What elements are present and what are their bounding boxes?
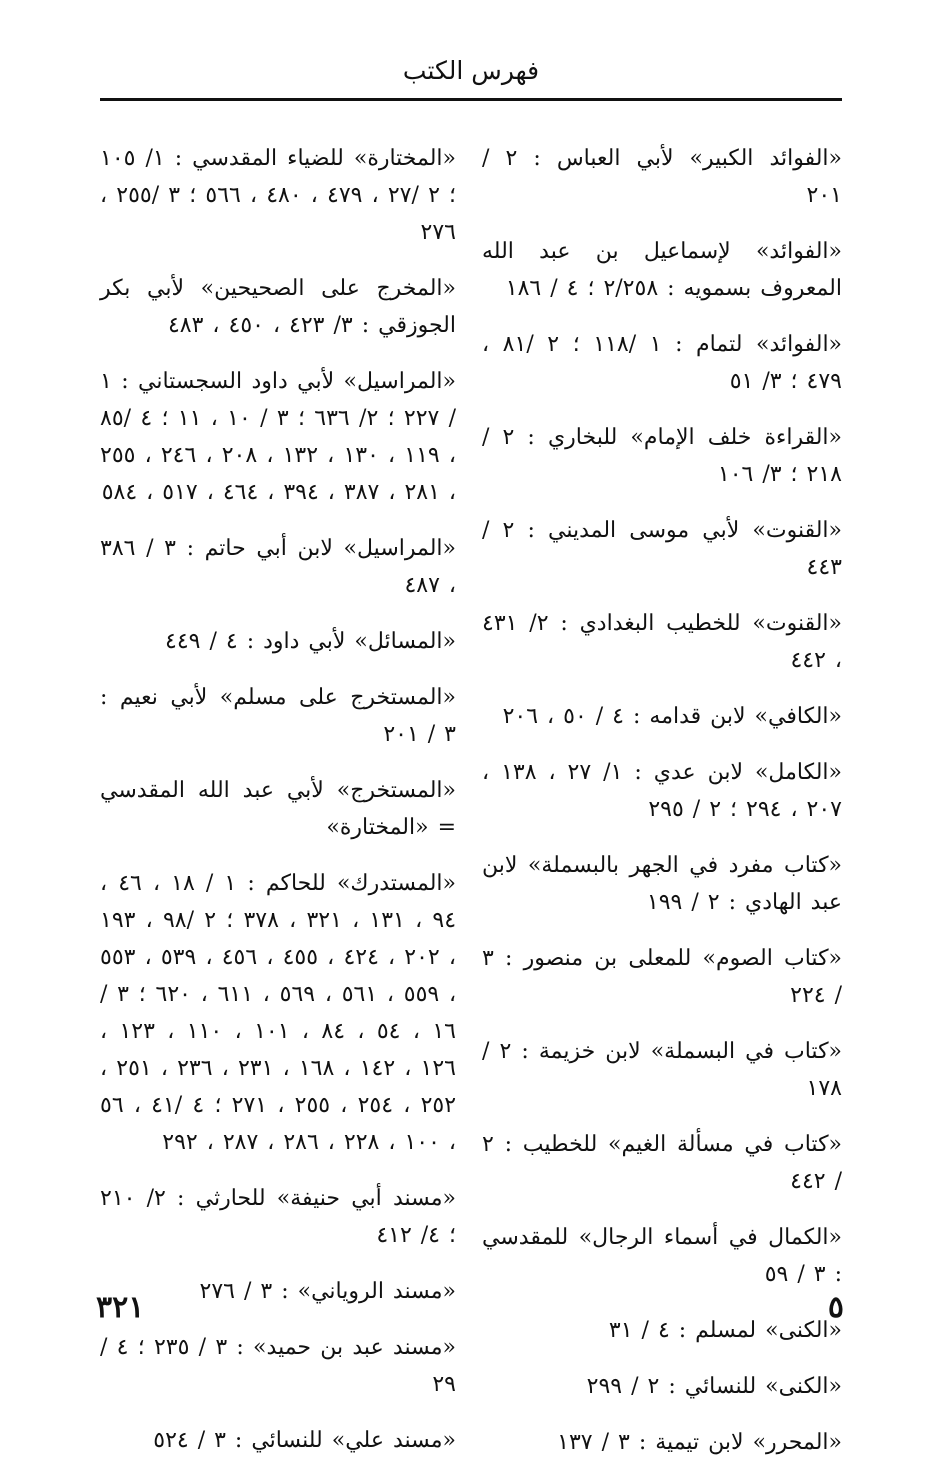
index-entry: «كتاب الصوم» للمعلى بن منصور : ٣ / ٢٢٤ [482,946,842,1008]
index-entry: «الكنى» لمسلم : ٤ / ٣١ [608,1318,842,1343]
index-entry: «المستخرج على مسلم» لأبي نعيم : ٣ / ٢٠١ [100,685,456,747]
page-header [100,52,842,101]
index-entry: «القراءة خلف الإمام» للبخاري : ٢ / ٢١٨ ؛ ٣/ ١٠٦ [482,425,842,487]
index-entry: «الكنى» للنسائي : ٢ / ٢٩٩ [586,1374,842,1399]
index-entry: «الكامل» لابن عدي : ١/ ٢٧ ، ١٣٨ ، ٢٠٧ ، ٢٩٤ ؛ ٢ / ٢٩٥ [482,760,842,822]
index-entry: «المحرر» لابن تيمية : ٣ / ١٣٧ [557,1430,842,1455]
index-entry: «كتاب في مسألة الغيم» للخطيب : ٢ / ٤٤٢ [482,1132,842,1194]
index-entry: «المختارة» للضياء المقدسي : ١/ ١٠٥ ؛ ٢ /٢٧ ، ٤٧٩ ، ٤٨٠ ، ٥٦٦ ؛ ٣ /٢٥٥ ، ٢٧٦ [100,146,457,245]
page-title: فهرس الكتب [402,56,540,85]
index-entry: «القنوت» لأبي موسى المديني : ٢ / ٤٤٣ [482,518,842,580]
index-entry: «القنوت» للخطيب البغدادي : ٢/ ٤٣١ ، ٤٤٢ [482,611,842,673]
index-entry: «الفوائد الكبير» لأبي العباس : ٢ / ٢٠١ [482,146,843,208]
index-entry: «مسند أبي حنيفة» للحارثي : ٢/ ٢١٠ ؛ ٤/ ٤١٢ [100,1186,457,1248]
index-entry: «المسائل» لأبي داود : ٤ / ٤٤٩ [165,629,456,654]
index-entry: «المستخرج» لأبي عبد الله المقدسي = «المختارة» [100,778,456,840]
index-column-right [482,140,842,1480]
index-entry: «المراسيل» لأبي داود السجستاني : ١ / ٢٢٧ ؛ ٢/ ٦٣٦ ؛ ٣ / ١٠ ، ١١ ؛ ٤ /٨٥ ، ١١٩ ، ١٣٠ ، ١٣٢ ، ٢٠٨ ، ٢٤٦ ، ٢٥٥ ، ٢٨١ ، ٣٨٧ ، ٣٩٤ ، ٤٦٤ ، ٥١٧ ، ٥٨٤ [100,369,457,505]
index-entry: «مسند عبد بن حميد» : ٣ / ٢٣٥ ؛ ٤ / ٢٩ [100,1335,456,1397]
index-entry: «الفوائد» لتمام : ١ /١١٨ ؛ ٢ /٨١ ، ٤٧٩ ؛ ٣/ ٥١ [482,332,843,394]
index-entry: «المراسيل» لابن أبي حاتم : ٣ / ٣٨٦ ، ٤٨٧ [100,536,456,598]
signature-mark: ٥ [827,1290,844,1325]
index-entry: «المستدرك» للحاكم : ١ / ١٨ ، ٤٦ ، ٩٤ ، ١٣١ ، ٣٢١ ، ٣٧٨ ؛ ٢ /٩٨ ، ١٩٣ ، ٢٠٢ ، ٤٢٤ ، ٤٥٥ ، ٤٥٦ ، ٥٣٩ ، ٥٥٣ ، ٥٥٩ ، ٥٦١ ، ٥٦٩ ، ٦١١ ، ٦٢٠ ؛ ٣ /١٦ ، ٥٤ ، ٨٤ ، ١٠١ ، ١١٠ ، ١٢٣ ، ١٢٦ ، ١٤٢ ، ١٦٨ ، ٢٣١ ، ٢٣٦ ، ٢٥١ ، ٢٥٢ ، ٢٥٤ ، ٢٥٥ ، ٢٧١ ؛ ٤ /٤١ ، ٥٦ ، ١٠٠ ، ٢٢٨ ، ٢٨٦ ، ٢٨٧ ، ٢٩٢ [100,871,457,1155]
index-entry: «كتاب في البسملة» لابن خزيمة : ٢ / ١٧٨ [482,1039,842,1101]
index-entry: «مسند علي» للنسائي : ٣ / ٥٢٤ [153,1428,456,1453]
index-entry: «مسند الروياني» : ٣ / ٢٧٦ [199,1279,456,1304]
index-entry: «الفوائد» لإسماعيل بن عبد الله المعروف بسمويه : ٢/٢٥٨ ؛ ٤ / ١٨٦ [482,239,842,301]
index-entry: «المخرج على الصحيحين» لأبي بكر الجوزقي : ٣/ ٤٢٣ ، ٤٥٠ ، ٤٨٣ [100,276,456,338]
index-column-left [100,140,456,1478]
index-entry: «الكمال في أسماء الرجال» للمقدسي : ٣ / ٥٩ [482,1225,842,1287]
index-entry: «الكافي» لابن قدامه : ٤ / ٥٠ ، ٢٠٦ [502,704,842,729]
page-number: ٣٢١ [96,1290,145,1325]
index-entry: «كتاب مفرد في الجهر بالبسملة» لابن عبد الهادي : ٢ / ١٩٩ [482,853,842,915]
